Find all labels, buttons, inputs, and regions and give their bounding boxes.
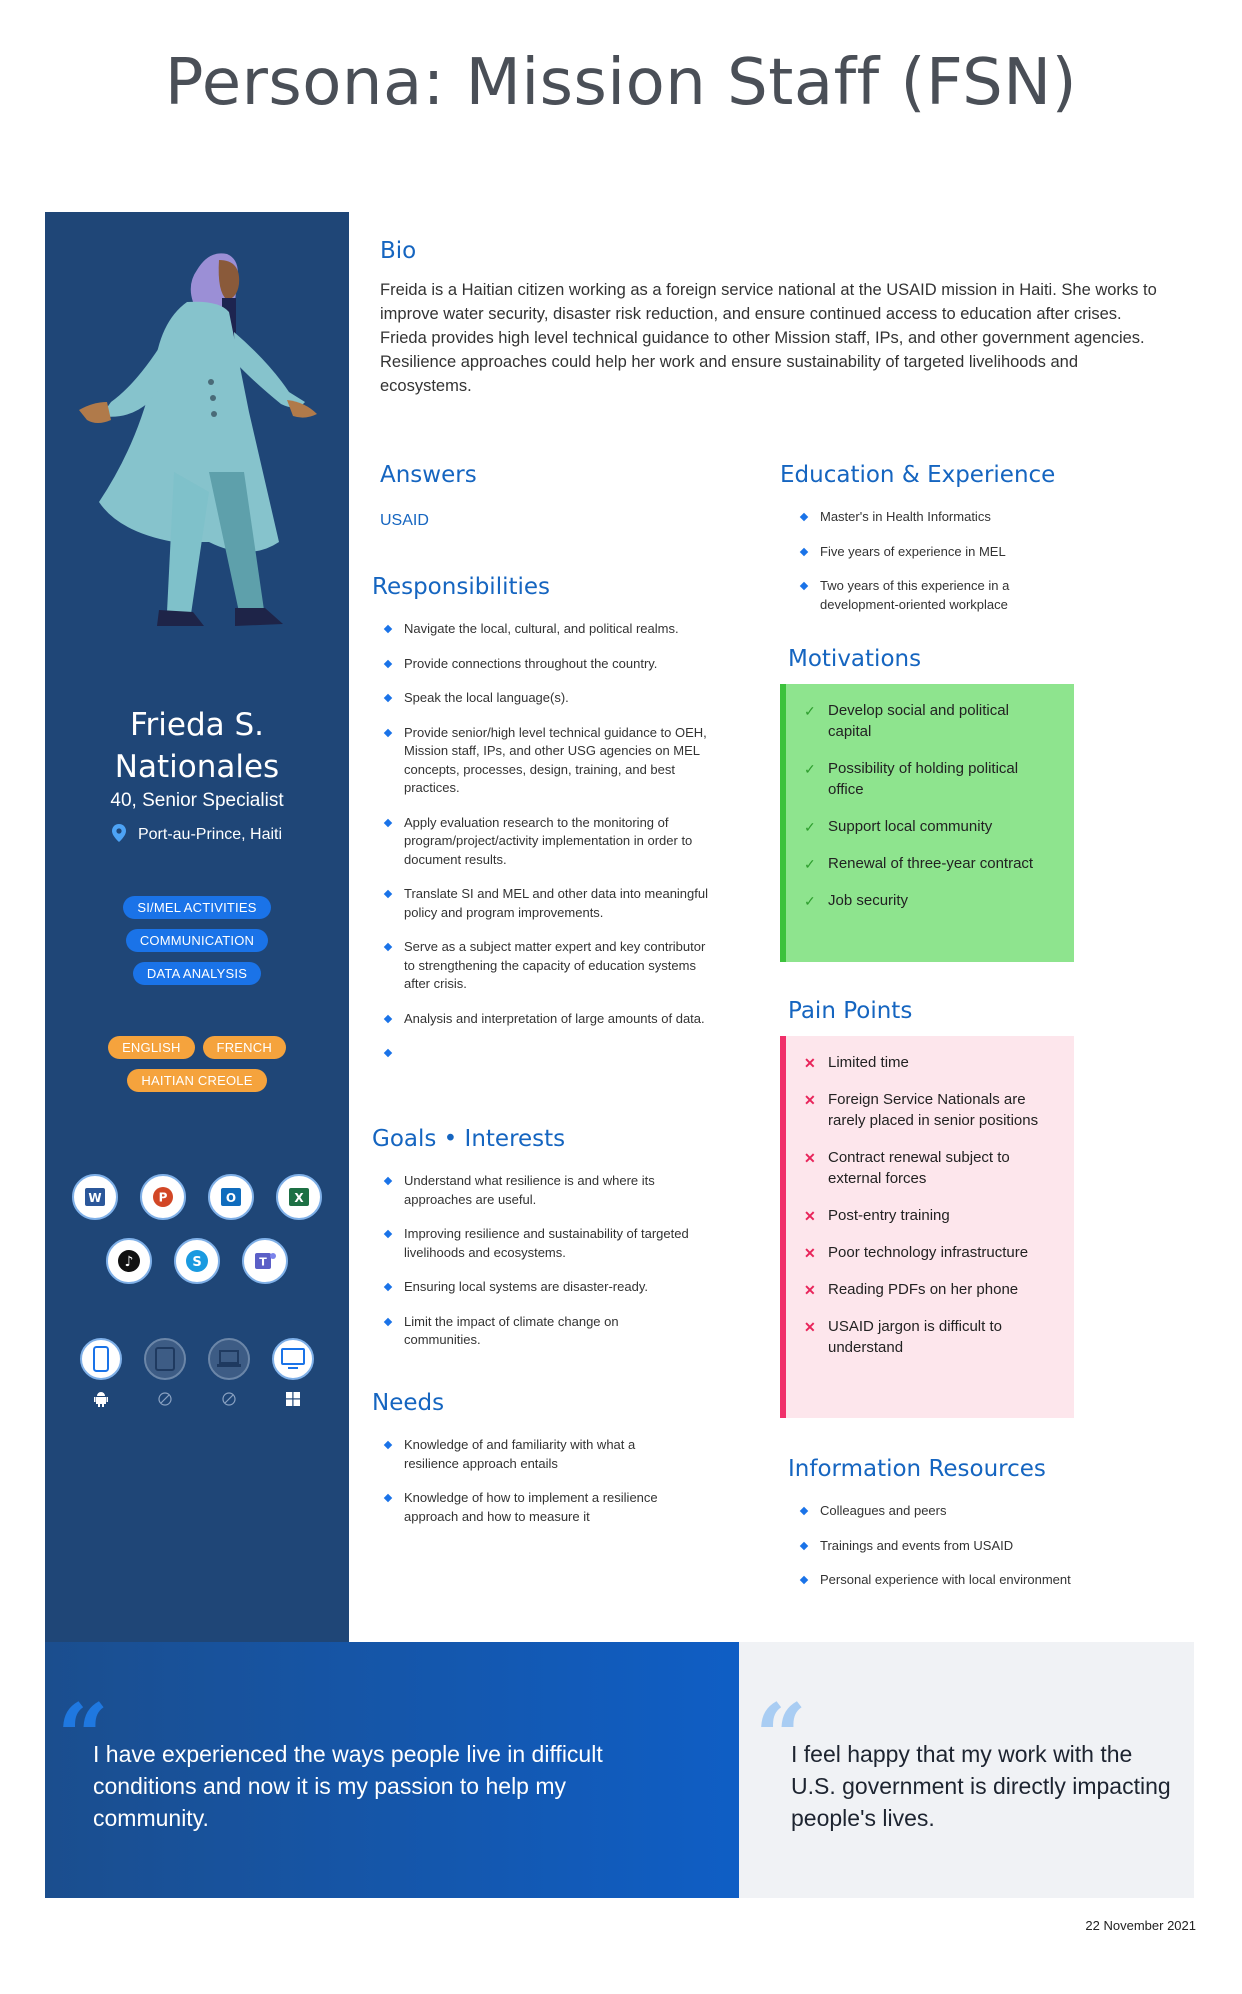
- list-item: [372, 1044, 712, 1062]
- devices-row: [45, 1338, 349, 1408]
- cross-icon: ✕: [804, 1282, 816, 1298]
- responsibilities-list: [372, 620, 712, 1078]
- bio-text: Freida is a Haitian citizen working as a foreign service national at the USAID mission in Haiti. She works to improve water security, disaster risk reduction, and ensure continued access to education after crises. Frieda provides high level technical guidance to other Mission staff, IPs, and other government agencies. Resilience approaches could help her work and ensure sustainability of targeted livelihoods and ecosystems.: [380, 281, 1157, 395]
- motivations-box: [780, 684, 1074, 962]
- list-item-text: Five years of experience in MEL: [820, 543, 1006, 559]
- needs-heading: Needs: [372, 1390, 445, 1416]
- list-item: [372, 814, 712, 870]
- list-item: [804, 1316, 1054, 1358]
- cross-icon: ✕: [804, 1092, 816, 1108]
- list-item: [804, 890, 1054, 911]
- list-item: [804, 1279, 1054, 1300]
- list-item: [804, 853, 1054, 874]
- bio-heading: Bio: [380, 238, 417, 264]
- list-item: [372, 938, 712, 994]
- answers-heading: Answers: [380, 462, 477, 488]
- needs-list: [372, 1436, 692, 1542]
- device-desktop: [272, 1338, 314, 1408]
- cross-icon: ✕: [804, 1245, 816, 1261]
- list-item: [804, 1242, 1054, 1263]
- answers-value: USAID: [380, 512, 429, 529]
- motivations-list: [804, 700, 1054, 927]
- svg-text:♪: ♪: [124, 1254, 134, 1270]
- list-item: [372, 689, 712, 708]
- language-chips: [45, 1036, 349, 1092]
- none-icon: [222, 1390, 236, 1408]
- list-item: [372, 1010, 712, 1029]
- list-item-text: Apply evaluation research to the monitoring of program/project/activity implementation in order to document results.: [404, 814, 693, 867]
- page-title: Persona: Mission Staff (FSN): [164, 46, 1078, 120]
- apps-row-2: [45, 1238, 349, 1284]
- list-item-text: Trainings and events from USAID: [820, 1537, 1014, 1553]
- windows-icon: [286, 1390, 300, 1408]
- list-item-text: Reading PDFs on her phone: [828, 1281, 1019, 1298]
- location-pin-icon: [112, 824, 126, 842]
- quote-block-secondary: [739, 1642, 1194, 1898]
- device-tablet: [144, 1338, 186, 1408]
- list-item-text: Personal experience with local environment: [820, 1572, 1071, 1587]
- check-icon: ✓: [804, 703, 816, 719]
- device-laptop: [208, 1338, 250, 1408]
- svg-text:X: X: [294, 1191, 304, 1205]
- skill-chip: COMMUNICATION: [126, 929, 268, 952]
- list-item: [788, 577, 1058, 614]
- quote-text: I have experienced the ways people live in difficult conditions and now it is my passion to help my community.: [93, 1741, 603, 1831]
- persona-location-text: Port-au-Prince, Haiti: [137, 826, 283, 843]
- motivations-heading: Motivations: [788, 646, 922, 672]
- list-item-text: Post-entry training: [828, 1207, 950, 1224]
- goals-heading: Goals • Interests: [372, 1126, 566, 1152]
- persona-location: [45, 824, 349, 844]
- check-icon: ✓: [804, 856, 816, 872]
- outlook-icon: [208, 1174, 254, 1220]
- list-item-text: Limit the impact of climate change on communities.: [404, 1313, 619, 1347]
- cross-icon: ✕: [804, 1319, 816, 1335]
- list-item: [804, 1205, 1054, 1226]
- language-chip: FRENCH: [203, 1036, 286, 1059]
- list-item-text: Master's in Health Informatics: [820, 509, 991, 524]
- powerpoint-icon: [140, 1174, 186, 1220]
- list-item-text: Possibility of holding political office: [828, 760, 1019, 798]
- list-item-text: Job security: [828, 892, 909, 909]
- list-item: [372, 724, 712, 798]
- check-icon: ✓: [804, 819, 816, 835]
- list-item-text: Ensuring local systems are disaster-ready.: [404, 1279, 648, 1294]
- list-item-text: Provide senior/high level technical guidance to OEH, Mission staff, IPs, and other USG agencies on MEL concepts, processes, design, training, and best practices.: [404, 724, 707, 795]
- list-item: [788, 1571, 1138, 1590]
- list-item: [372, 1313, 692, 1350]
- desktop-icon: [272, 1338, 314, 1380]
- laptop-icon: [208, 1338, 250, 1380]
- list-item-text: Develop social and political capital: [828, 702, 1009, 740]
- pain-points-list: [804, 1052, 1054, 1374]
- responsibilities-heading: Responsibilities: [372, 574, 551, 600]
- persona-sidebar: [45, 212, 349, 1642]
- list-item: [372, 620, 712, 639]
- svg-text:T: T: [259, 1255, 267, 1269]
- info-resources-list: [788, 1502, 1138, 1606]
- list-item: [372, 1436, 692, 1473]
- svg-text:O: O: [225, 1191, 237, 1205]
- cross-icon: ✕: [804, 1150, 816, 1166]
- list-item-text: Understand what resilience is and where its approaches are useful.: [404, 1173, 655, 1207]
- cross-icon: ✕: [804, 1055, 816, 1071]
- list-item: [804, 758, 1054, 800]
- list-item-text: Translate SI and MEL and other data into meaningful policy and program improvements.: [404, 886, 709, 920]
- list-item-text: Support local community: [828, 818, 993, 835]
- list-item-text: Knowledge of how to implement a resilience approach and how to measure it: [404, 1490, 658, 1524]
- list-item-text: USAID jargon is difficult to understand: [828, 1318, 1002, 1356]
- list-item: [804, 816, 1054, 837]
- list-item-text: Limited time: [828, 1054, 909, 1071]
- list-item: [372, 1489, 692, 1526]
- education-heading: Education & Experience: [780, 462, 1056, 488]
- skill-chip: SI/MEL ACTIVITIES: [123, 896, 270, 919]
- list-item-text: Serve as a subject matter expert and key contributor to strengthening the capacity of education systems after crisis.: [404, 939, 706, 991]
- education-list: [788, 508, 1058, 630]
- list-item-text: Renewal of three-year contract: [828, 855, 1034, 872]
- pain-points-box: [780, 1036, 1074, 1418]
- device-phone: [80, 1338, 122, 1408]
- quote-mark-icon: “: [755, 1684, 807, 1790]
- list-item: [372, 655, 712, 674]
- pain-points-heading: Pain Points: [788, 998, 913, 1024]
- skills-chips: [45, 896, 349, 985]
- none-icon: [158, 1390, 172, 1408]
- info-resources-heading: Information Resources: [788, 1456, 1046, 1482]
- apps-row-1: [45, 1174, 349, 1220]
- list-item-text: Two years of this experience in a development-oriented workplace: [820, 578, 1010, 612]
- list-item: [804, 1052, 1054, 1073]
- list-item-text: Contract renewal subject to external forces: [828, 1149, 1010, 1187]
- list-item: [788, 543, 1058, 562]
- svg-text:S: S: [192, 1255, 202, 1270]
- tablet-icon: [144, 1338, 186, 1380]
- list-item: [372, 1278, 692, 1297]
- cross-icon: ✕: [804, 1208, 816, 1224]
- skill-chip: DATA ANALYSIS: [133, 962, 261, 985]
- list-item-text: Provide connections throughout the country.: [404, 655, 658, 671]
- check-icon: ✓: [804, 761, 816, 777]
- persona-role: 40, Senior Specialist: [110, 790, 284, 811]
- list-item-text: Poor technology infrastructure: [828, 1244, 1029, 1261]
- check-icon: ✓: [804, 893, 816, 909]
- goals-list: [372, 1172, 692, 1366]
- list-item-text: Navigate the local, cultural, and political realms.: [404, 621, 679, 636]
- skype-icon: [174, 1238, 220, 1284]
- phone-icon: [80, 1338, 122, 1380]
- teams-icon: [242, 1238, 288, 1284]
- excel-icon: [276, 1174, 322, 1220]
- svg-text:P: P: [158, 1190, 168, 1205]
- svg-text:W: W: [88, 1191, 102, 1205]
- list-item: [788, 508, 1058, 527]
- word-icon: [72, 1174, 118, 1220]
- list-item: [804, 1089, 1054, 1131]
- persona-name: [45, 704, 349, 788]
- list-item-text: Analysis and interpretation of large amounts of data.: [404, 1010, 705, 1026]
- list-item-text: Speak the local language(s).: [404, 690, 569, 705]
- tiktok-icon: [106, 1238, 152, 1284]
- list-item: [372, 1172, 692, 1209]
- persona-name-last: Nationales: [114, 749, 280, 785]
- quote-text: I feel happy that my work with the U.S. government is directly impacting people's lives.: [791, 1741, 1171, 1831]
- language-chip: ENGLISH: [108, 1036, 194, 1059]
- language-chip: HAITIAN CREOLE: [127, 1069, 266, 1092]
- list-item: [788, 1502, 1138, 1521]
- list-item: [804, 1147, 1054, 1189]
- list-item: [788, 1537, 1138, 1556]
- date-label: 22 November 2021: [1085, 1918, 1196, 1933]
- quote-block-primary: [45, 1642, 739, 1898]
- persona-name-first: Frieda S.: [129, 707, 265, 743]
- persona-illustration: [59, 242, 359, 682]
- list-item-text: Improving resilience and sustainability of targeted livelihoods and ecosystems.: [404, 1226, 689, 1260]
- list-item: [804, 700, 1054, 742]
- android-icon: [94, 1390, 108, 1408]
- quote-mark-icon: “: [57, 1684, 109, 1790]
- list-item-text: Foreign Service Nationals are rarely placed in senior positions: [828, 1091, 1039, 1129]
- list-item: [372, 885, 712, 922]
- list-item-text: Knowledge of and familiarity with what a resilience approach entails: [404, 1437, 636, 1471]
- list-item: [372, 1225, 692, 1262]
- list-item-text: Colleagues and peers: [820, 1503, 947, 1518]
